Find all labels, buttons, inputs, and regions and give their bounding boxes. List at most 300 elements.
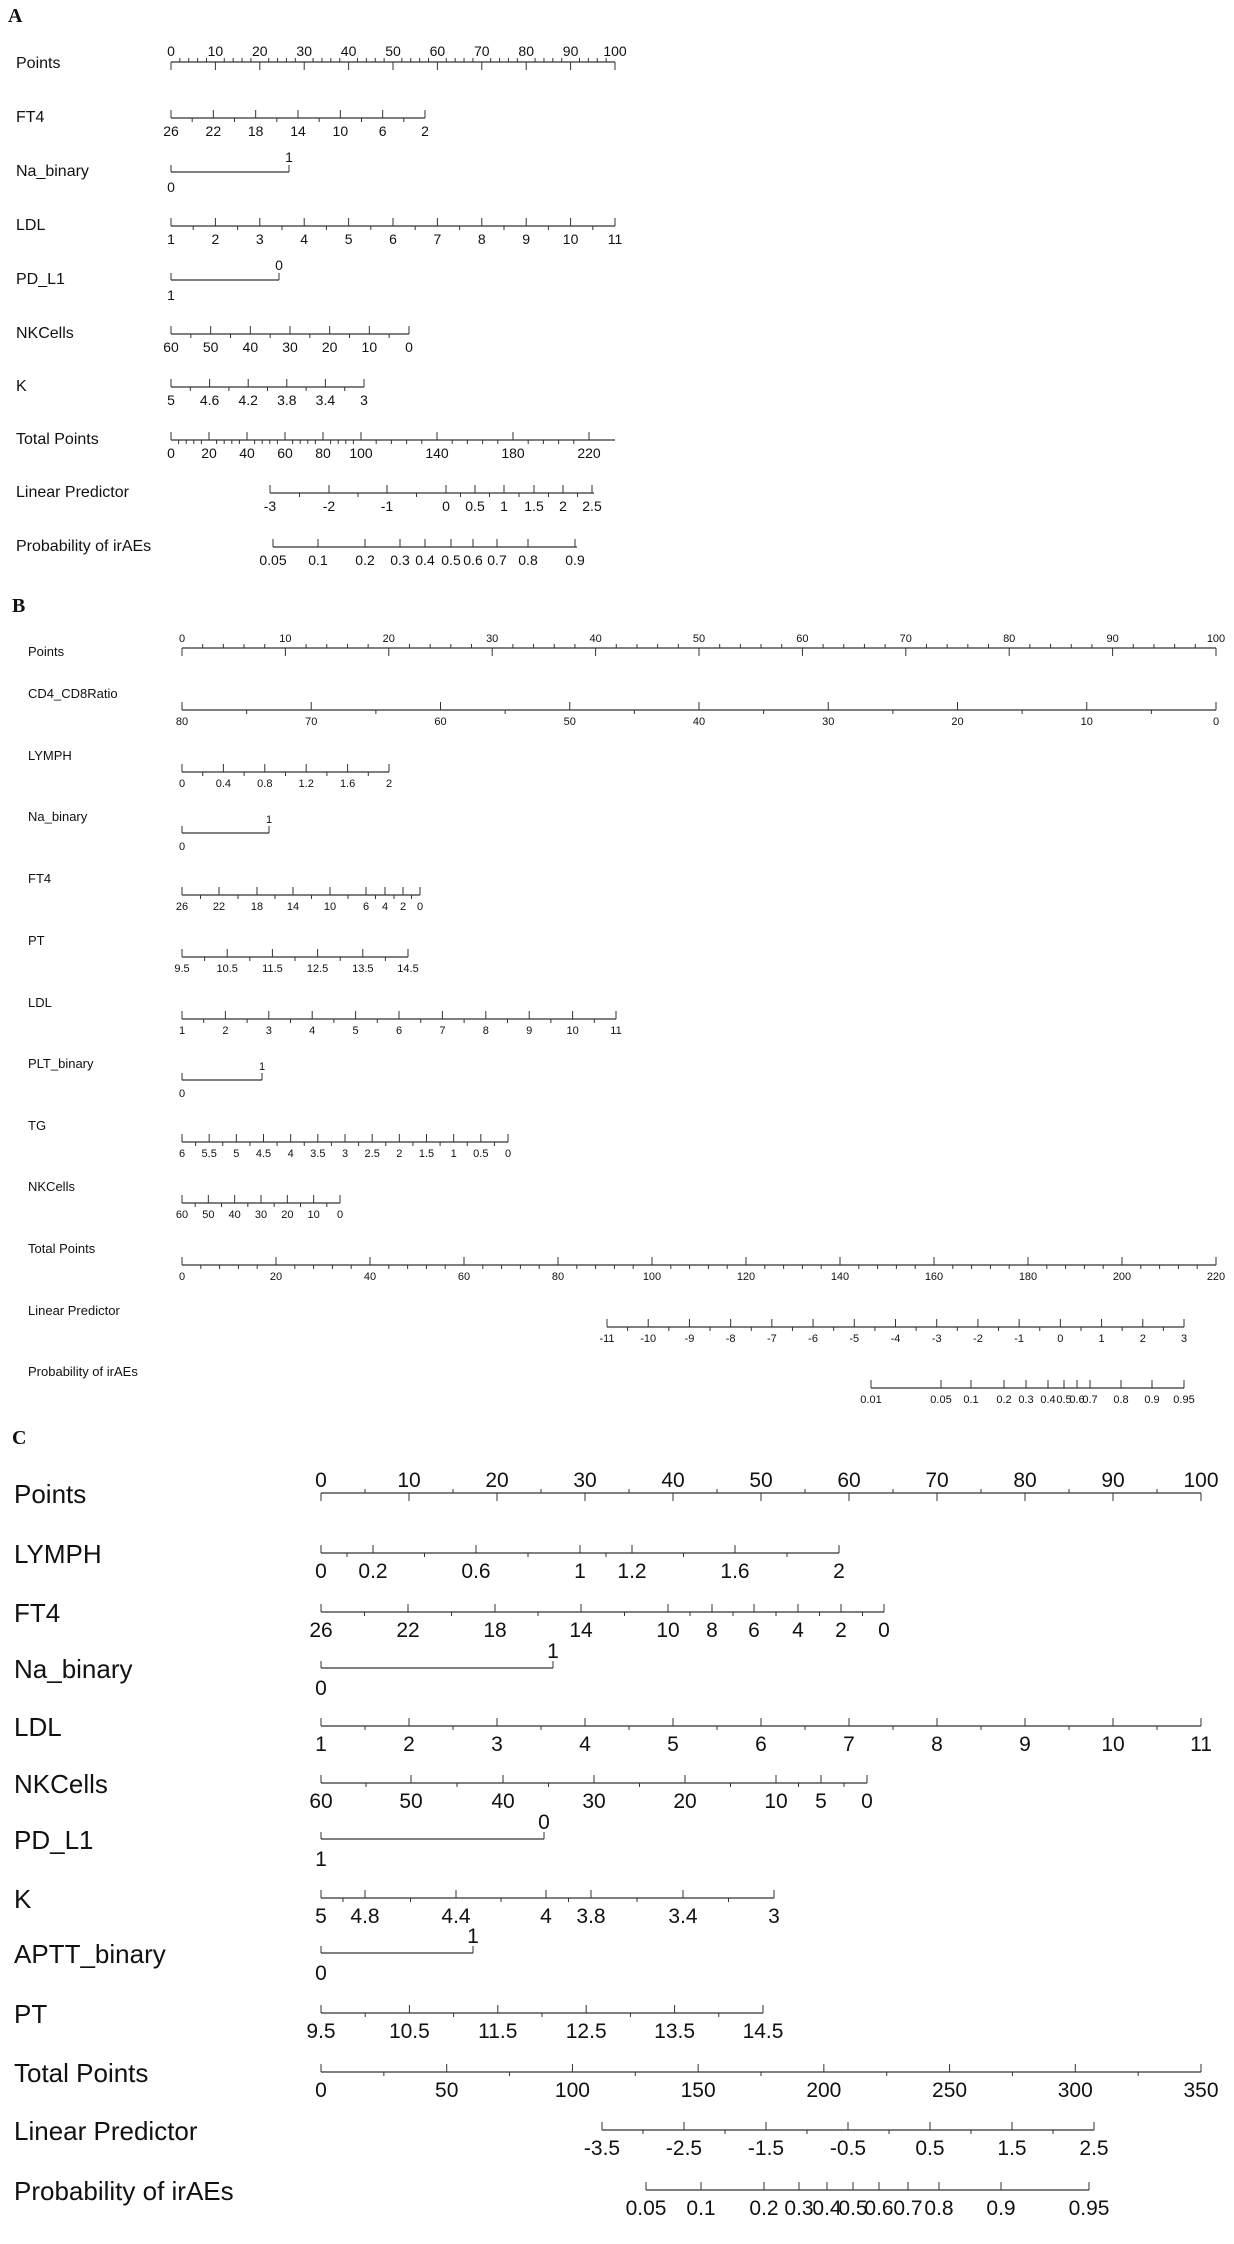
panel-c-points-tick-label: 80 bbox=[1013, 1469, 1037, 1492]
panel-c-ft4-tick-label: 2 bbox=[835, 1619, 847, 1642]
panel-a-k-tick-label: 3.8 bbox=[277, 392, 297, 408]
panel-b-ldl-tick-label: 1 bbox=[178, 1025, 186, 1037]
panel-c-points-tick-label: 90 bbox=[1101, 1469, 1125, 1492]
panel-b-ft4-tick-label: 22 bbox=[212, 901, 226, 913]
panel-b-na-binary-tick-label: 0 bbox=[178, 841, 186, 853]
panel-c-points-tick-label: 0 bbox=[315, 1469, 327, 1492]
panel-b-lymph-scale bbox=[28, 748, 392, 790]
panel-a-nkcells-tick-label: 20 bbox=[321, 339, 338, 355]
panel-b-plt-binary-tick-label: 0 bbox=[178, 1088, 186, 1100]
panel-b-pt-tick-label: 12.5 bbox=[306, 963, 329, 975]
panel-a-ft4-tick-label: 22 bbox=[205, 123, 222, 139]
panel-b-tg-tick-label: 1.5 bbox=[418, 1148, 435, 1160]
panel-a-linear-predictor-tick-label: 1 bbox=[500, 498, 508, 514]
panel-a-total-points-tick-label: 220 bbox=[577, 445, 601, 461]
panel-c-k-tick-label: 3.4 bbox=[668, 1905, 698, 1928]
panel-b-total-points-tick-label: 60 bbox=[457, 1271, 471, 1283]
panel-c-linear-predictor-label: Linear Predictor bbox=[14, 2116, 198, 2146]
panel-a-linear-predictor-tick-label: 1.5 bbox=[524, 498, 544, 514]
panel-c-na-binary-scale bbox=[14, 1640, 559, 1700]
panel-b-points-tick-label: 90 bbox=[1106, 633, 1119, 645]
panel-a-points-tick-label: 30 bbox=[296, 43, 312, 59]
panel-c-nkcells-tick-label: 60 bbox=[309, 1790, 333, 1813]
panel-c-na-binary-label: Na_binary bbox=[14, 1654, 133, 1684]
panel-c-ldl-tick-label: 4 bbox=[579, 1733, 591, 1756]
panel-b-na-binary-tick-label: 1 bbox=[265, 814, 273, 826]
panel-c-nkcells-label: NKCells bbox=[14, 1769, 108, 1799]
panel-c-lymph-tick-label: 1 bbox=[574, 1560, 586, 1583]
panel-b-tg-tick-label: 5.5 bbox=[201, 1148, 217, 1160]
panel-b-cd4-cd8ratio-tick-label: 50 bbox=[563, 716, 576, 728]
panel-a-nkcells-tick-label: 30 bbox=[282, 339, 298, 355]
panel-a-points-tick-label: 50 bbox=[385, 43, 401, 59]
panel-b-points-tick-label: 70 bbox=[899, 633, 912, 645]
panel-a-k-label: K bbox=[16, 378, 27, 395]
panel-c-ft4-tick-label: 10 bbox=[656, 1619, 680, 1642]
panel-b-tg-tick-label: 2 bbox=[396, 1148, 403, 1160]
panel-a-probability-of-iraes-tick-label: 0.3 bbox=[390, 552, 410, 568]
panel-a-linear-predictor-tick-label: 0.5 bbox=[465, 498, 485, 514]
panel-a-ft4-scale bbox=[16, 109, 429, 139]
panel-b-ft4-tick-label: 4 bbox=[381, 901, 389, 913]
panel-b-ldl-scale bbox=[28, 995, 622, 1037]
panel-a-probability-of-iraes-tick-label: 0.05 bbox=[259, 552, 287, 568]
panel-c-nkcells-tick-label: 40 bbox=[491, 1790, 515, 1813]
panel-c-ldl-tick-label: 8 bbox=[931, 1733, 943, 1756]
panel-b-linear-predictor-tick-label: -7 bbox=[766, 1333, 777, 1345]
panel-b-probability-of-iraes-label: Probability of irAEs bbox=[28, 1364, 138, 1379]
panel-c-pt-scale bbox=[14, 1999, 783, 2043]
panel-b-total-points-tick-label: 80 bbox=[551, 1271, 565, 1283]
panel-c-nkcells-tick-label: 5 bbox=[815, 1790, 827, 1813]
panel-b-ldl-label: LDL bbox=[28, 995, 52, 1010]
panel-c-ft4-tick-label: 18 bbox=[483, 1619, 507, 1642]
panel-b bbox=[12, 595, 1225, 1406]
panel-b-tg-label: TG bbox=[28, 1118, 47, 1133]
panel-b-pt-tick-label: 10.5 bbox=[216, 963, 238, 975]
panel-b-cd4-cd8ratio-tick-label: 80 bbox=[175, 716, 189, 728]
panel-b-nkcells-tick-label: 40 bbox=[228, 1209, 241, 1221]
panel-a-total-points-tick-label: 20 bbox=[201, 445, 217, 461]
panel-c-probability-of-iraes-label: Probability of irAEs bbox=[14, 2176, 234, 2206]
panel-c-lymph-tick-label: 1.6 bbox=[720, 1560, 750, 1583]
panel-b-ft4-tick-label: 26 bbox=[175, 901, 189, 913]
panel-b-pt-tick-label: 13.5 bbox=[352, 963, 374, 975]
panel-c-ldl-tick-label: 9 bbox=[1019, 1733, 1031, 1756]
panel-b-cd4-cd8ratio-tick-label: 10 bbox=[1080, 716, 1093, 728]
panel-b-ft4-tick-label: 14 bbox=[286, 901, 300, 913]
panel-c-points-tick-label: 60 bbox=[837, 1469, 861, 1492]
panel-c-nkcells-tick-label: 30 bbox=[582, 1790, 606, 1813]
panel-a-ldl-tick-label: 2 bbox=[211, 231, 220, 247]
panel-b-nkcells-tick-label: 10 bbox=[307, 1209, 320, 1221]
panel-b-tg-tick-label: 4.5 bbox=[255, 1148, 272, 1160]
panel-a-total-points-label: Total Points bbox=[16, 431, 99, 448]
panel-b-probability-of-iraes-tick-label: 0.5 bbox=[1056, 1394, 1072, 1406]
panel-a-points-label: Points bbox=[16, 55, 61, 72]
panel-c-pt-tick-label: 9.5 bbox=[306, 2020, 336, 2043]
panel-b-ldl-tick-label: 6 bbox=[395, 1025, 403, 1037]
panel-c-total-points-scale bbox=[14, 2058, 1219, 2102]
panel-c-ldl-tick-label: 5 bbox=[667, 1733, 679, 1756]
panel-a-ldl-scale bbox=[16, 217, 622, 247]
panel-c-total-points-tick-label: 350 bbox=[1183, 2079, 1219, 2102]
panel-a-ldl-tick-label: 5 bbox=[344, 231, 353, 247]
panel-b-ldl-tick-label: 8 bbox=[482, 1025, 489, 1037]
panel-c-linear-predictor-tick-label: -3.5 bbox=[583, 2137, 621, 2160]
panel-a-ldl-tick-label: 10 bbox=[562, 231, 579, 247]
panel-c-linear-predictor-tick-label: 2.5 bbox=[1079, 2137, 1109, 2160]
panel-b-ft4-tick-label: 0 bbox=[416, 901, 424, 913]
panel-c-probability-of-iraes-tick-label: 0.9 bbox=[986, 2197, 1016, 2220]
panel-b-linear-predictor-tick-label: 0 bbox=[1057, 1333, 1064, 1345]
panel-a-pd-l1-scale bbox=[16, 257, 283, 303]
panel-b-points-tick-label: 0 bbox=[178, 633, 186, 645]
panel-a-k-tick-label: 3 bbox=[360, 392, 368, 408]
panel-b-pt-tick-label: 9.5 bbox=[174, 963, 190, 975]
panel-b-cd4-cd8ratio-tick-label: 60 bbox=[434, 716, 447, 728]
panel-a-linear-predictor-tick-label: 0 bbox=[442, 498, 450, 514]
panel-c-lymph-tick-label: 2 bbox=[833, 1560, 845, 1583]
panel-a-k-tick-label: 4.2 bbox=[238, 392, 258, 408]
panel-b-cd4-cd8ratio-tick-label: 20 bbox=[951, 716, 964, 728]
panel-b-ldl-tick-label: 9 bbox=[526, 1025, 533, 1037]
panel-a bbox=[8, 5, 627, 568]
panel-c-ft4-scale bbox=[14, 1598, 890, 1642]
panel-c-points-tick-label: 70 bbox=[925, 1469, 949, 1492]
panel-c-k-tick-label: 4.4 bbox=[441, 1905, 471, 1928]
panel-a-na-binary-scale bbox=[16, 149, 293, 195]
panel-b-ldl-tick-label: 11 bbox=[610, 1025, 622, 1037]
panel-c-nkcells-tick-label: 20 bbox=[673, 1790, 697, 1813]
panel-c-points-tick-label: 50 bbox=[749, 1469, 773, 1492]
panel-a-probability-of-iraes-tick-label: 0.2 bbox=[355, 552, 375, 568]
panel-a-total-points-tick-label: 40 bbox=[239, 445, 255, 461]
panel-c-total-points-tick-label: 250 bbox=[932, 2079, 968, 2102]
panel-c-letter: C bbox=[12, 1427, 27, 1449]
panel-c-total-points-tick-label: 0 bbox=[315, 2079, 327, 2102]
panel-b-total-points-tick-label: 0 bbox=[178, 1271, 186, 1283]
panel-c-probability-of-iraes-tick-label: 0.4 bbox=[812, 2197, 842, 2220]
panel-c-ldl-label: LDL bbox=[14, 1712, 62, 1742]
panel-b-tg-tick-label: 2.5 bbox=[364, 1148, 380, 1160]
panel-c-pd-l1-tick-label: 1 bbox=[315, 1848, 327, 1871]
panel-b-lymph-tick-label: 2 bbox=[385, 778, 393, 790]
panel-a-linear-predictor-tick-label: -3 bbox=[263, 498, 277, 514]
panel-b-tg-tick-label: 3.5 bbox=[310, 1148, 326, 1160]
panel-b-points-tick-label: 100 bbox=[1206, 633, 1226, 645]
panel-b-letter: B bbox=[12, 595, 26, 617]
panel-a-probability-of-iraes-tick-label: 0.4 bbox=[415, 552, 435, 568]
panel-b-cd4-cd8ratio-tick-label: 70 bbox=[305, 716, 318, 728]
panel-b-probability-of-iraes-tick-label: 0.1 bbox=[963, 1394, 979, 1406]
panel-a-pd-l1-tick-label: 1 bbox=[167, 287, 175, 303]
panel-c-lymph-tick-label: 0 bbox=[315, 1560, 327, 1583]
panel-b-ft4-tick-label: 18 bbox=[250, 901, 264, 913]
panel-c-total-points-label: Total Points bbox=[14, 2058, 149, 2088]
panel-a-probability-of-iraes-tick-label: 0.9 bbox=[565, 552, 585, 568]
panel-c-points-tick-label: 40 bbox=[661, 1469, 685, 1492]
panel-c-na-binary-tick-label: 1 bbox=[547, 1640, 559, 1663]
panel-b-cd4-cd8ratio-scale bbox=[28, 686, 1219, 728]
panel-c-aptt-binary-label: APTT_binary bbox=[14, 1939, 166, 1969]
panel-b-tg-tick-label: 6 bbox=[178, 1148, 186, 1160]
panel-a-k-scale bbox=[16, 378, 368, 408]
panel-a-linear-predictor-tick-label: 2.5 bbox=[582, 498, 602, 514]
panel-a-total-points-scale bbox=[16, 431, 615, 461]
panel-b-tg-scale bbox=[28, 1118, 511, 1160]
panel-b-cd4-cd8ratio-tick-label: 30 bbox=[822, 716, 835, 728]
panel-b-points-tick-label: 80 bbox=[1003, 633, 1016, 645]
panel-c-ft4-label: FT4 bbox=[14, 1598, 61, 1628]
panel-c-total-points-tick-label: 150 bbox=[680, 2079, 716, 2102]
panel-c-points-tick-label: 10 bbox=[397, 1469, 421, 1492]
panel-a-ldl-tick-label: 9 bbox=[522, 231, 531, 247]
panel-a-nkcells-tick-label: 60 bbox=[163, 339, 179, 355]
panel-b-ldl-tick-label: 4 bbox=[309, 1025, 316, 1037]
panel-b-ldl-tick-label: 10 bbox=[566, 1025, 579, 1037]
panel-b-pt-label: PT bbox=[28, 933, 45, 948]
panel-b-cd4-cd8ratio-tick-label: 0 bbox=[1212, 716, 1220, 728]
panel-c-probability-of-iraes-tick-label: 0.95 bbox=[1068, 2197, 1110, 2220]
panel-b-tg-tick-label: 5 bbox=[233, 1148, 240, 1160]
panel-c-linear-predictor-tick-label: 1.5 bbox=[997, 2137, 1027, 2160]
panel-a-ft4-tick-label: 26 bbox=[163, 123, 179, 139]
panel-c-ft4-tick-label: 0 bbox=[878, 1619, 890, 1642]
panel-a-points-tick-label: 90 bbox=[562, 43, 579, 59]
panel-a-nkcells-tick-label: 10 bbox=[361, 339, 378, 355]
panel-b-linear-predictor-tick-label: -1 bbox=[1014, 1333, 1025, 1345]
panel-c-points-tick-label: 100 bbox=[1183, 1469, 1219, 1492]
panel-a-k-tick-label: 4.6 bbox=[199, 392, 220, 408]
panel-c-ft4-tick-label: 4 bbox=[792, 1619, 804, 1642]
panel-b-nkcells-scale bbox=[28, 1179, 343, 1221]
panel-b-total-points-tick-label: 160 bbox=[924, 1271, 944, 1283]
panel-b-ldl-tick-label: 7 bbox=[439, 1025, 446, 1037]
panel-b-pt-tick-label: 11.5 bbox=[262, 963, 283, 975]
panel-a-points-tick-label: 10 bbox=[207, 43, 224, 59]
panel-c-linear-predictor-tick-label: -2.5 bbox=[665, 2137, 703, 2160]
panel-b-nkcells-label: NKCells bbox=[28, 1179, 75, 1194]
panel-b-lymph-tick-label: 1.2 bbox=[298, 778, 314, 790]
panel-c-ldl-tick-label: 10 bbox=[1101, 1733, 1125, 1756]
panel-c-k-tick-label: 4 bbox=[540, 1905, 552, 1928]
panel-c-probability-of-iraes-tick-label: 0.3 bbox=[784, 2197, 814, 2220]
panel-b-probability-of-iraes-tick-label: 0.4 bbox=[1040, 1394, 1056, 1406]
panel-a-letter: A bbox=[8, 5, 23, 27]
panel-c-total-points-tick-label: 100 bbox=[554, 2079, 590, 2102]
panel-c-pt-tick-label: 13.5 bbox=[654, 2020, 696, 2043]
panel-a-probability-of-iraes-tick-label: 0.5 bbox=[441, 552, 461, 568]
panel-a-ldl-tick-label: 4 bbox=[300, 231, 309, 247]
panel-b-linear-predictor-tick-label: 2 bbox=[1139, 1333, 1146, 1345]
panel-a-linear-predictor-tick-label: -1 bbox=[380, 498, 394, 514]
panel-a-total-points-tick-label: 0 bbox=[167, 445, 175, 461]
panel-b-probability-of-iraes-tick-label: 0.7 bbox=[1082, 1394, 1098, 1406]
panel-a-points-tick-label: 100 bbox=[603, 43, 627, 59]
panel-b-ft4-tick-label: 2 bbox=[399, 901, 407, 913]
panel-a-total-points-tick-label: 60 bbox=[277, 445, 293, 461]
panel-b-linear-predictor-tick-label: -10 bbox=[640, 1333, 657, 1345]
panel-b-linear-predictor-tick-label: -6 bbox=[808, 1333, 818, 1345]
panel-b-points-tick-label: 50 bbox=[692, 633, 706, 645]
panel-a-ldl-tick-label: 7 bbox=[433, 231, 442, 247]
panel-a-probability-of-iraes-tick-label: 0.6 bbox=[463, 552, 483, 568]
panel-c-ldl-tick-label: 3 bbox=[491, 1733, 503, 1756]
panel-b-linear-predictor-tick-label: 3 bbox=[1180, 1333, 1188, 1345]
panel-c-k-tick-label: 3 bbox=[768, 1905, 780, 1928]
panel-a-total-points-tick-label: 180 bbox=[501, 445, 525, 461]
panel-a-probability-of-iraes-tick-label: 0.7 bbox=[487, 552, 507, 568]
panel-a-k-tick-label: 5 bbox=[167, 392, 175, 408]
panel-c-linear-predictor-tick-label: 0.5 bbox=[915, 2137, 945, 2160]
panel-c bbox=[12, 1427, 1219, 2220]
panel-c-probability-of-iraes-tick-label: 0.8 bbox=[924, 2197, 954, 2220]
panel-c-probability-of-iraes-tick-label: 0.05 bbox=[625, 2197, 667, 2220]
panel-a-ft4-tick-label: 18 bbox=[247, 123, 264, 139]
panel-b-nkcells-tick-label: 50 bbox=[202, 1209, 215, 1221]
panel-b-tg-tick-label: 1 bbox=[450, 1148, 457, 1160]
panel-c-aptt-binary-tick-label: 0 bbox=[315, 1962, 327, 1985]
panel-b-probability-of-iraes-tick-label: 0.2 bbox=[996, 1394, 1012, 1406]
panel-a-linear-predictor-tick-label: -2 bbox=[322, 498, 336, 514]
panel-c-ldl-tick-label: 7 bbox=[843, 1733, 855, 1756]
panel-c-linear-predictor-tick-label: -0.5 bbox=[829, 2137, 867, 2160]
panel-c-points-tick-label: 20 bbox=[485, 1469, 509, 1492]
panel-c-ft4-tick-label: 14 bbox=[569, 1619, 593, 1642]
panel-a-ft4-tick-label: 6 bbox=[378, 123, 387, 139]
panel-b-ft4-tick-label: 10 bbox=[323, 901, 337, 913]
panel-b-probability-of-iraes-scale bbox=[28, 1364, 1195, 1406]
panel-a-na-binary-tick-label: 1 bbox=[285, 149, 293, 165]
panel-b-probability-of-iraes-tick-label: 0.95 bbox=[1173, 1394, 1195, 1406]
panel-c-ldl-tick-label: 2 bbox=[403, 1733, 415, 1756]
panel-a-pd-l1-tick-label: 0 bbox=[275, 257, 283, 273]
panel-b-ft4-scale bbox=[28, 871, 423, 913]
panel-b-linear-predictor-tick-label: -4 bbox=[890, 1333, 901, 1345]
panel-c-pt-tick-label: 12.5 bbox=[565, 2020, 607, 2043]
panel-c-nkcells-tick-label: 0 bbox=[861, 1790, 873, 1813]
panel-a-nkcells-tick-label: 40 bbox=[242, 339, 259, 355]
panel-b-lymph-tick-label: 0.8 bbox=[257, 778, 273, 790]
panel-a-total-points-tick-label: 80 bbox=[315, 445, 331, 461]
panel-c-ldl-tick-label: 11 bbox=[1190, 1733, 1212, 1756]
panel-c-probability-of-iraes-tick-label: 0.6 bbox=[864, 2197, 894, 2220]
panel-a-nkcells-scale bbox=[16, 325, 413, 355]
panel-b-probability-of-iraes-tick-label: 0.3 bbox=[1018, 1394, 1034, 1406]
panel-b-total-points-tick-label: 180 bbox=[1018, 1271, 1038, 1283]
panel-a-ldl-tick-label: 11 bbox=[607, 231, 623, 247]
panel-a-na-binary-tick-label: 0 bbox=[167, 179, 175, 195]
panel-b-total-points-tick-label: 20 bbox=[269, 1271, 283, 1283]
panel-b-ldl-tick-label: 3 bbox=[265, 1025, 272, 1037]
panel-b-na-binary-label: Na_binary bbox=[28, 809, 88, 824]
panel-b-ft4-label: FT4 bbox=[28, 871, 52, 886]
panel-b-ldl-tick-label: 2 bbox=[222, 1025, 229, 1037]
panel-a-probability-of-iraes-tick-label: 0.8 bbox=[518, 552, 538, 568]
panel-b-probability-of-iraes-tick-label: 0.8 bbox=[1113, 1394, 1129, 1406]
panel-b-nkcells-tick-label: 30 bbox=[254, 1209, 268, 1221]
panel-a-nkcells-tick-label: 0 bbox=[405, 339, 413, 355]
panel-b-linear-predictor-label: Linear Predictor bbox=[28, 1303, 120, 1318]
panel-b-points-label: Points bbox=[28, 644, 65, 659]
panel-c-points-label: Points bbox=[14, 1479, 87, 1509]
panel-a-linear-predictor-label: Linear Predictor bbox=[16, 484, 129, 501]
panel-a-probability-of-iraes-scale bbox=[16, 538, 585, 568]
panel-b-total-points-tick-label: 140 bbox=[830, 1271, 850, 1283]
panel-b-plt-binary-label: PLT_binary bbox=[28, 1056, 94, 1071]
panel-c-points-tick-label: 30 bbox=[573, 1469, 597, 1492]
panel-a-pd-l1-label: PD_L1 bbox=[16, 271, 65, 288]
panel-a-points-tick-label: 20 bbox=[252, 43, 268, 59]
panel-b-linear-predictor-tick-label: 1 bbox=[1098, 1333, 1105, 1345]
panel-a-ldl-label: LDL bbox=[16, 217, 46, 234]
panel-c-pd-l1-label: PD_L1 bbox=[14, 1825, 94, 1855]
panel-b-plt-binary-tick-label: 1 bbox=[258, 1061, 266, 1073]
panel-a-ldl-tick-label: 1 bbox=[167, 231, 175, 247]
panel-b-tg-tick-label: 0 bbox=[504, 1148, 512, 1160]
panel-b-total-points-tick-label: 120 bbox=[736, 1271, 756, 1283]
panel-a-points-tick-label: 0 bbox=[167, 43, 175, 59]
panel-b-pt-scale bbox=[28, 933, 419, 975]
panel-c-pd-l1-scale bbox=[14, 1811, 550, 1871]
panel-b-plt-binary-scale bbox=[28, 1056, 265, 1100]
panel-b-lymph-tick-label: 1.6 bbox=[339, 778, 356, 790]
panel-c-total-points-tick-label: 200 bbox=[806, 2079, 842, 2102]
panel-b-points-tick-label: 30 bbox=[486, 633, 499, 645]
panel-b-probability-of-iraes-tick-label: 0.6 bbox=[1069, 1394, 1085, 1406]
panel-c-pt-label: PT bbox=[14, 1999, 48, 2029]
panel-b-lymph-tick-label: 0.4 bbox=[215, 778, 232, 790]
panel-c-points-scale bbox=[14, 1469, 1219, 1509]
panel-a-ft4-label: FT4 bbox=[16, 109, 45, 126]
panel-b-cd4-cd8ratio-tick-label: 40 bbox=[692, 716, 706, 728]
panel-c-k-scale bbox=[14, 1884, 780, 1928]
panel-b-linear-predictor-scale bbox=[28, 1303, 1187, 1345]
panel-a-ldl-tick-label: 6 bbox=[389, 231, 397, 247]
panel-a-k-tick-label: 3.4 bbox=[315, 392, 336, 408]
panel-b-lymph-tick-label: 0 bbox=[178, 778, 186, 790]
panel-a-na-binary-label: Na_binary bbox=[16, 163, 89, 180]
panel-b-tg-tick-label: 0.5 bbox=[473, 1148, 489, 1160]
panel-b-total-points-tick-label: 220 bbox=[1206, 1271, 1226, 1283]
panel-b-linear-predictor-tick-label: -11 bbox=[599, 1333, 615, 1345]
panel-b-probability-of-iraes-tick-label: 0.01 bbox=[860, 1394, 882, 1406]
panel-c-ft4-tick-label: 22 bbox=[396, 1619, 420, 1642]
panel-a-linear-predictor-tick-label: 2 bbox=[559, 498, 567, 514]
panel-b-nkcells-tick-label: 60 bbox=[175, 1209, 189, 1221]
panel-b-linear-predictor-tick-label: -5 bbox=[849, 1333, 860, 1345]
panel-c-ft4-tick-label: 8 bbox=[706, 1619, 718, 1642]
panel-c-total-points-tick-label: 300 bbox=[1057, 2079, 1093, 2102]
panel-c-pt-tick-label: 10.5 bbox=[388, 2020, 430, 2043]
panel-b-linear-predictor-tick-label: -2 bbox=[973, 1333, 983, 1345]
panel-b-linear-predictor-tick-label: -8 bbox=[725, 1333, 736, 1345]
panel-b-nkcells-tick-label: 0 bbox=[336, 1209, 344, 1221]
panel-c-pt-tick-label: 14.5 bbox=[742, 2020, 784, 2043]
panel-c-k-tick-label: 5 bbox=[315, 1905, 327, 1928]
panel-c-probability-of-iraes-tick-label: 0.7 bbox=[893, 2197, 923, 2220]
panel-a-points-tick-label: 70 bbox=[474, 43, 490, 59]
panel-a-nkcells-tick-label: 50 bbox=[202, 339, 219, 355]
panel-b-points-scale bbox=[28, 633, 1225, 659]
panel-a-nkcells-label: NKCells bbox=[16, 325, 74, 342]
panel-c-pd-l1-tick-label: 0 bbox=[538, 1811, 550, 1834]
panel-a-ft4-tick-label: 2 bbox=[421, 123, 429, 139]
panel-b-points-tick-label: 10 bbox=[279, 633, 292, 645]
panel-b-probability-of-iraes-tick-label: 0.05 bbox=[930, 1394, 952, 1406]
panel-b-points-tick-label: 20 bbox=[382, 633, 395, 645]
